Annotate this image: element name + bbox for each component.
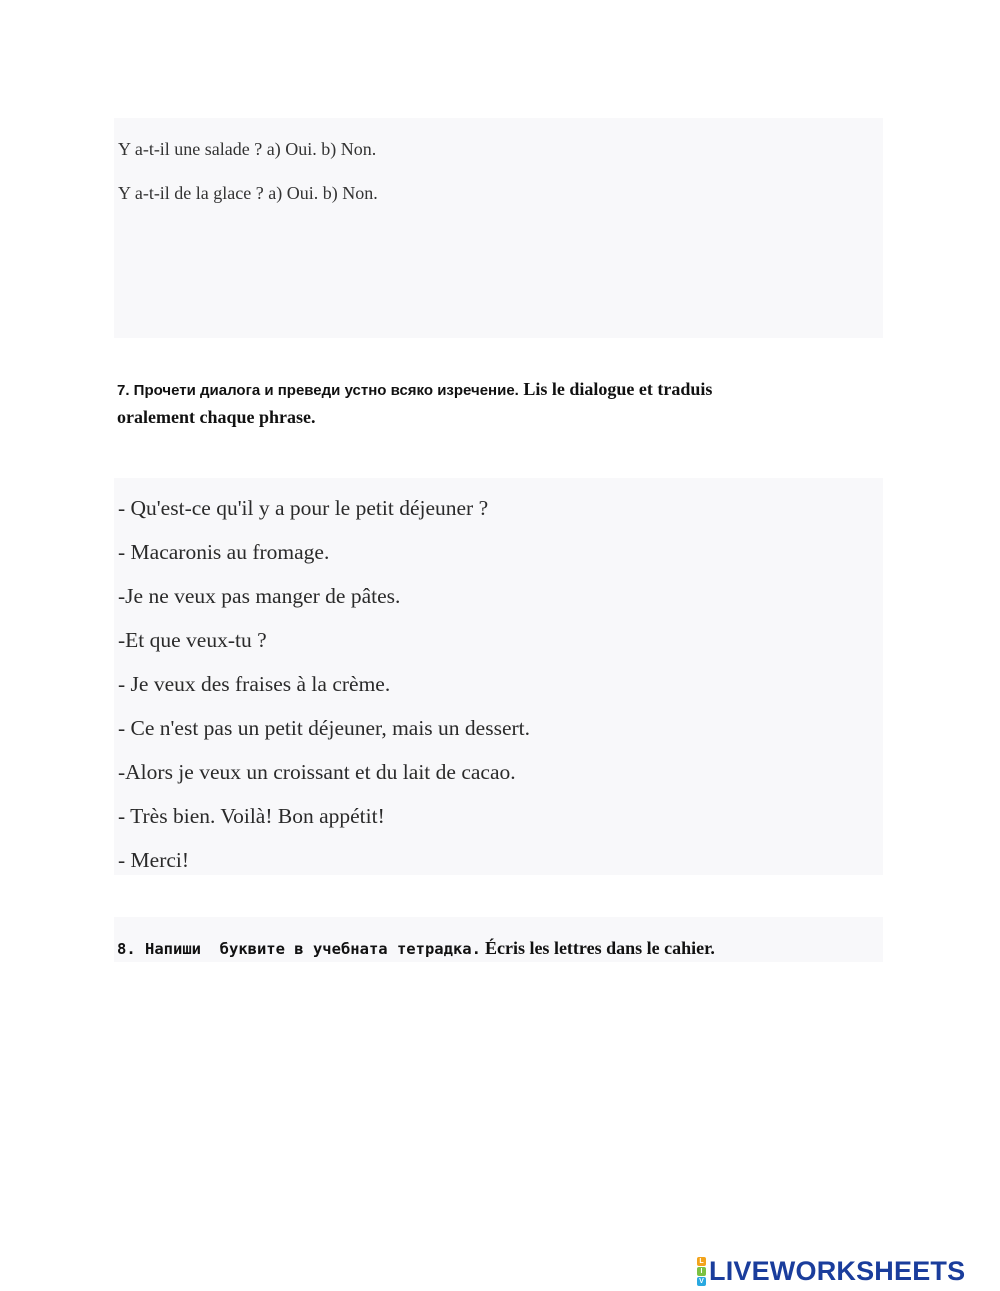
dialogue-line: - Qu'est-ce qu'il y a pour le petit déjeuner ? — [118, 496, 489, 520]
question-7-instruction-bg: 7. Прочети диалога и преведи устно всяко изречение. — [117, 382, 519, 399]
question-7-instruction-fr: Lis le dialogue et traduis — [523, 379, 713, 399]
question-8-instruction-bg: 8. Напиши буквите в учебната тетрадка. — [117, 940, 481, 958]
brand-name: LIVEWORKSHEETS — [709, 1255, 966, 1286]
logo-letter-l: L — [697, 1257, 706, 1266]
dialogue-line: - Merci! — [118, 848, 190, 872]
question-7-heading — [117, 376, 837, 430]
dialogue-line: -Et que veux-tu ? — [118, 628, 267, 652]
dialogue-line: - Macaronis au fromage. — [118, 540, 330, 564]
question-6-line: Y a-t-il une salade ? a) Oui. b) Non. — [118, 139, 377, 159]
dialogue-line: -Je ne veux pas manger de pâtes. — [118, 584, 401, 608]
logo-mark-icon — [697, 1257, 706, 1286]
question-8-heading — [117, 938, 715, 959]
liveworksheets-logo — [697, 1255, 965, 1287]
dialogue-line: -Alors je veux un croissant et du lait de cacao. — [118, 760, 516, 784]
question-8-instruction-fr: Écris les lettres dans le cahier. — [484, 938, 715, 958]
question-6-line: Y a-t-il de la glace ? a) Oui. b) Non. — [118, 183, 378, 203]
question-7-instruction-fr-cont: oralement chaque phrase. — [117, 407, 316, 427]
dialogue-line: - Je veux des fraises à la crème. — [118, 672, 391, 696]
dialogue-line: - Très bien. Voilà! Bon appétit! — [118, 804, 385, 828]
logo-letter-v: V — [697, 1277, 706, 1286]
logo-letter-i: I — [697, 1267, 706, 1276]
dialogue-line: - Ce n'est pas un petit déjeuner, mais un dessert. — [118, 716, 531, 740]
